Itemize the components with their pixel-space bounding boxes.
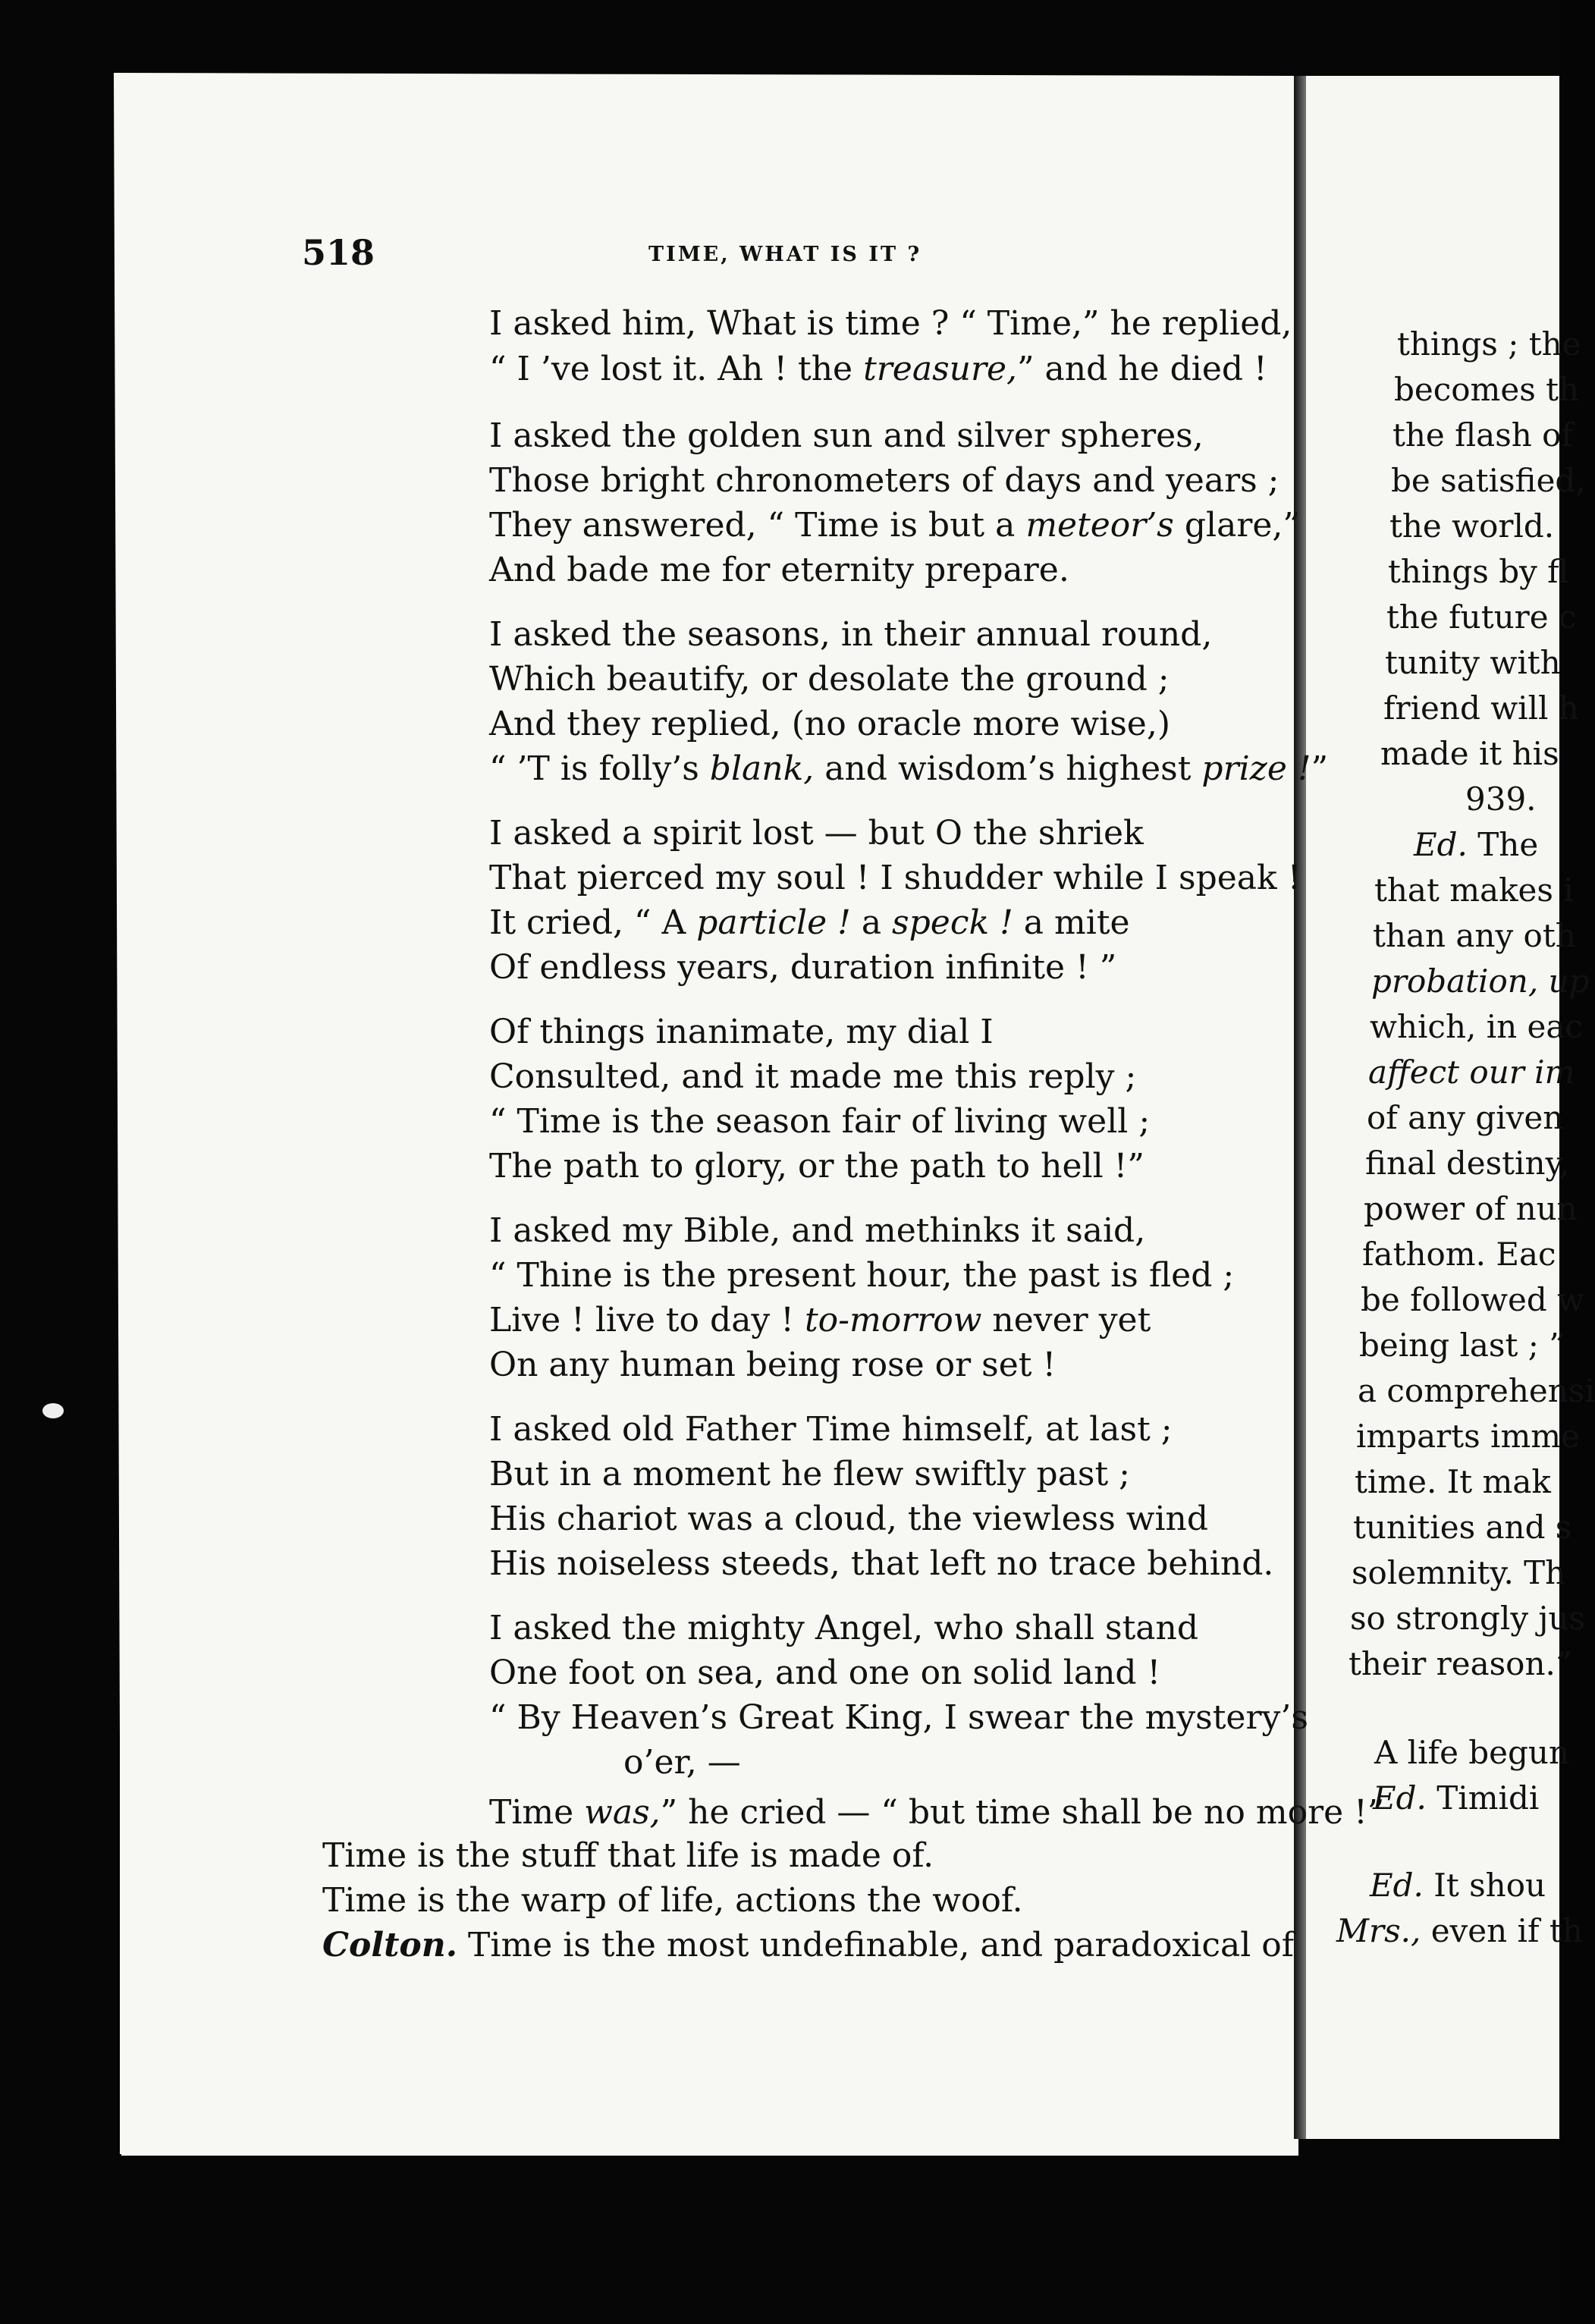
right-line: than any oth bbox=[1373, 917, 1576, 954]
verse-line: o’er, — bbox=[623, 1743, 741, 1782]
right-line: things ; the bbox=[1397, 325, 1581, 363]
right-line: Ed. It shou bbox=[1370, 1867, 1546, 1904]
right-line: their reason.” bbox=[1349, 1645, 1572, 1682]
right-line: Ed. Timidi bbox=[1373, 1779, 1540, 1817]
verse-line: His chariot was a cloud, the viewless wind bbox=[489, 1500, 1209, 1538]
right-line: tunity with bbox=[1385, 644, 1561, 681]
right-line: tunities and s bbox=[1353, 1509, 1572, 1546]
running-head: TIME, WHAT IS IT ? bbox=[648, 243, 922, 266]
verse-line: Which beautify, or desolate the ground ; bbox=[489, 660, 1170, 699]
page-number: 518 bbox=[302, 232, 375, 273]
right-line: being last ; ” bbox=[1359, 1327, 1565, 1364]
verse-line: They answered, “ Time is but a meteor’s glare,” bbox=[489, 506, 1300, 545]
right-line: imparts imme bbox=[1356, 1418, 1580, 1455]
verse-line: I asked the golden sun and silver spheres, bbox=[489, 416, 1204, 455]
verse-line: I asked a spirit lost — but O the shriek bbox=[489, 814, 1144, 853]
verse-line: I asked my Bible, and methinks it said, bbox=[489, 1211, 1146, 1250]
verse-line: And bade me for eternity prepare. bbox=[489, 551, 1069, 589]
verse-line: “ Thine is the present hour, the past is fled ; bbox=[489, 1256, 1235, 1295]
verse-line: The path to glory, or the path to hell !” bbox=[489, 1147, 1144, 1186]
verse-line: Those bright chronometers of days and years ; bbox=[489, 461, 1279, 500]
verse-line: Of things inanimate, my dial I bbox=[489, 1013, 994, 1051]
right-line: becomes th bbox=[1394, 371, 1580, 408]
verse-line: “ I ’ve lost it. Ah ! the treasure,” and he died ! bbox=[489, 350, 1267, 388]
right-line: so strongly jus bbox=[1350, 1600, 1586, 1637]
verse-line: Of endless years, duration infinite ! ” bbox=[489, 948, 1117, 987]
right-line: of any given bbox=[1367, 1099, 1564, 1136]
prose-line: Colton. Time is the most undefinable, and paradoxical of bbox=[322, 1926, 1295, 1964]
prose-line: Time is the warp of life, actions the woof. bbox=[322, 1881, 1023, 1920]
verse-line: I asked him, What is time ? “ Time,” he replied, bbox=[489, 304, 1292, 343]
right-line: probation, up bbox=[1371, 963, 1590, 1000]
right-line: which, in eac bbox=[1370, 1008, 1583, 1045]
verse-line: “ ’T is folly’s blank, and wisdom’s highest prize !” bbox=[489, 749, 1329, 788]
right-line: solemnity. Th bbox=[1352, 1554, 1566, 1591]
right-line: 939. bbox=[1465, 780, 1537, 818]
right-line: be followed w bbox=[1361, 1281, 1585, 1318]
right-line: friend will h bbox=[1383, 689, 1579, 727]
prose-line: Time is the stuff that life is made of. bbox=[322, 1836, 934, 1875]
verse-line: One foot on sea, and one on solid land ! bbox=[489, 1653, 1161, 1692]
verse-line: His noiseless steeds, that left no trace behind. bbox=[489, 1544, 1274, 1583]
right-line: be satisfied, bbox=[1391, 462, 1586, 499]
author-name: Colton. bbox=[322, 1926, 458, 1964]
verse-line: I asked the mighty Angel, who shall stand bbox=[489, 1609, 1199, 1647]
verse-line: Live ! live to day ! to-morrow never yet bbox=[489, 1301, 1151, 1339]
right-line: things by fl bbox=[1388, 553, 1569, 590]
right-line: fathom. Eac bbox=[1362, 1236, 1556, 1273]
right-line: A life begun bbox=[1374, 1734, 1570, 1771]
right-line: affect our im bbox=[1368, 1054, 1575, 1091]
verse-line: Time was,” he cried — “ but time shall be no more !” bbox=[489, 1793, 1385, 1832]
verse-line: Consulted, and it made me this reply ; bbox=[489, 1057, 1137, 1096]
right-line: time. It mak bbox=[1355, 1463, 1551, 1500]
right-line: made it his bbox=[1380, 735, 1559, 772]
right-line: the world. bbox=[1389, 507, 1555, 545]
right-line: the future c bbox=[1386, 598, 1577, 636]
verse-line: That pierced my soul ! I shudder while I speak ! bbox=[489, 859, 1301, 897]
verse-line: I asked the seasons, in their annual round, bbox=[489, 615, 1213, 654]
verse-line: But in a moment he flew swiftly past ; bbox=[489, 1455, 1131, 1493]
verse-line: On any human being rose or set ! bbox=[489, 1346, 1057, 1384]
right-line: final destiny, bbox=[1365, 1145, 1570, 1182]
right-line: Mrs., even if th bbox=[1336, 1912, 1583, 1949]
verse-line: It cried, “ A particle ! a speck ! a mite bbox=[489, 903, 1130, 942]
verse-line: “ By Heaven’s Great King, I swear the mystery’s bbox=[489, 1698, 1308, 1737]
right-line: that makes i bbox=[1374, 872, 1574, 909]
right-line: the flash of bbox=[1392, 416, 1573, 454]
right-line: Ed. The bbox=[1414, 826, 1539, 863]
verse-line: “ Time is the season fair of living well ; bbox=[489, 1102, 1151, 1141]
verse-line: And they replied, (no oracle more wise,) bbox=[489, 705, 1170, 743]
verse-line: I asked old Father Time himself, at last ; bbox=[489, 1410, 1173, 1449]
right-line: power of nun bbox=[1364, 1190, 1578, 1227]
right-line: a comprehensi bbox=[1358, 1372, 1595, 1409]
